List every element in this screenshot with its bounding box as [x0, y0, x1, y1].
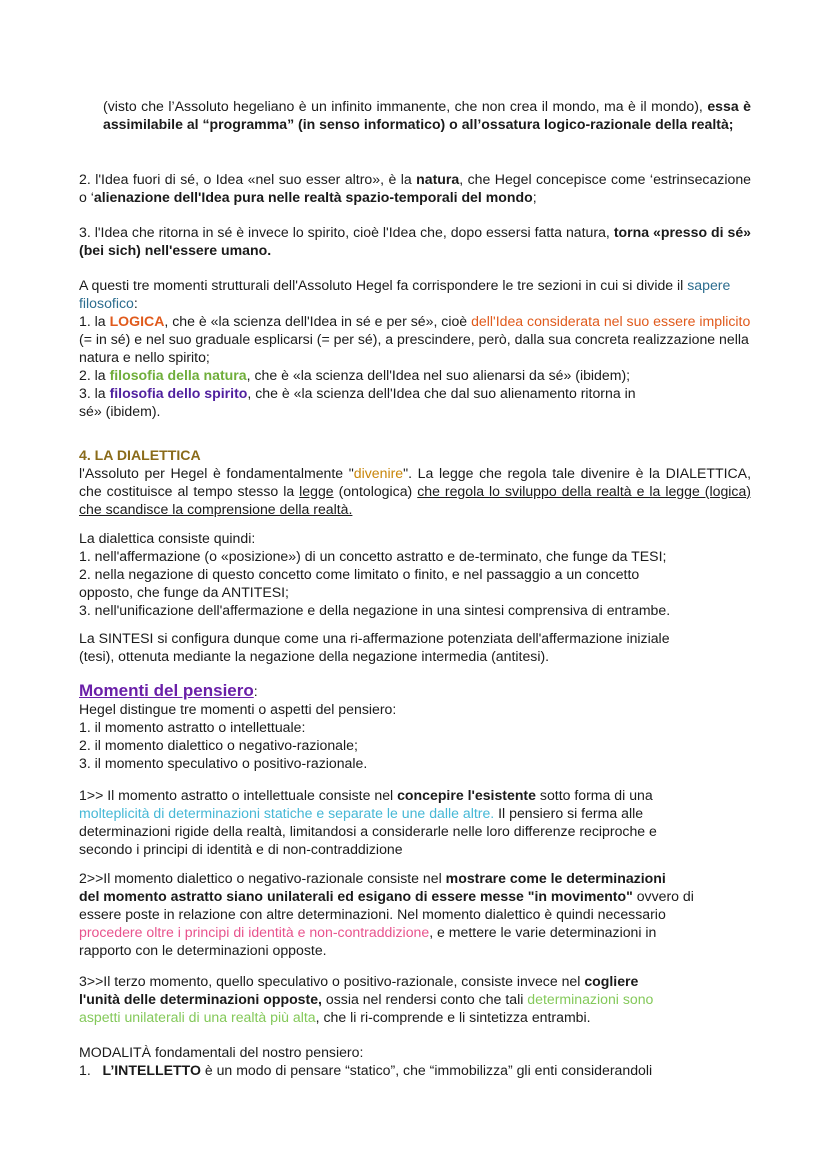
text: rapporto con le determinazioni opposte.: [79, 942, 327, 958]
text: La dialettica consiste quindi:: [79, 530, 256, 546]
paragraph-modalita: [79, 1043, 751, 1079]
colored-text: determinazioni sono: [527, 991, 654, 1007]
colored-text: aspetti unilaterali di una realtà più alta: [79, 1009, 316, 1025]
colored-text: procedere oltre i principi di identità e non-contraddizione: [79, 924, 430, 940]
line: [79, 869, 751, 887]
paragraph-natura: [79, 170, 751, 206]
text: sotto forma di una: [539, 787, 653, 803]
paragraph-sintesi: [79, 629, 751, 665]
bold-text: del momento astratto siano unilaterali ed esigano di essere messe "in movimento": [79, 888, 633, 904]
text: ". La legge che regola tale divenire è la DIALETTICA, che costituisce al tempo stesso la: [79, 465, 751, 499]
bold-text: l'unità delle determinazioni opposte,: [79, 991, 322, 1007]
filosofia-natura-term: filosofia della natura: [109, 367, 247, 383]
logica-term: LOGICA: [109, 313, 165, 329]
list-item: 3. nell'unificazione dell'affermazione e della negazione in una sintesi comprensiva di entrambe.: [79, 602, 671, 618]
text: determinazioni rigide della realtà, limitandosi a considerarle nelle loro differenze reciproche e: [79, 823, 657, 839]
text: (= in sé) e nel suo graduale esplicarsi (= per sé), a prescindere, però, dalla sua concreta realizzazione nella natura e nello spirito;: [79, 331, 749, 365]
text: :: [133, 295, 138, 311]
text: 3>>Il terzo momento, quello speculativo o positivo-razionale, consiste invece nel: [79, 973, 581, 989]
text: Hegel distingue tre momenti o aspetti del pensiero:: [79, 701, 397, 717]
line: [79, 804, 751, 822]
text: , che li ri-comprende e li sintetizza entrambi.: [315, 1009, 591, 1025]
text: 2>>Il momento dialettico o negativo-razionale consiste nel: [79, 870, 442, 886]
underlined-text: legge: [299, 483, 334, 499]
text: 2. la: [79, 367, 106, 383]
line: [79, 887, 751, 905]
text: 3. la: [79, 385, 106, 401]
list-item: 2. il momento dialettico o negativo-razionale;: [79, 737, 358, 753]
paragraph-momento-3: [79, 972, 751, 1026]
text: La SINTESI si configura dunque come una ri-affermazione potenziata dell'affermazione iniziale: [79, 630, 670, 646]
paragraph-consiste: [79, 529, 751, 619]
filosofia-spirito-term: filosofia dello spirito: [109, 385, 248, 401]
text: l'Assoluto per Hegel è fondamentalmente ": [79, 465, 354, 481]
bold-text: natura: [416, 171, 460, 187]
paragraph-sezioni: [79, 276, 751, 420]
line: [79, 990, 751, 1008]
line: [79, 1008, 751, 1026]
text: è un modo di pensare “statico”, che “immobilizza” gli enti considerandoli: [204, 1062, 653, 1078]
bold-text: concepire l'esistente: [397, 787, 536, 803]
list-item: 1. il momento astratto o intellettuale:: [79, 719, 306, 735]
text: opposto, che funge da ANTITESI;: [79, 584, 289, 600]
text: A questi tre momenti strutturali dell'Assoluto Hegel fa corrispondere le tre sezioni in cui si divide il: [79, 277, 684, 293]
text: ovvero di: [636, 888, 694, 904]
text: , che Hegel concepisce come ‘estrinsecazione o ‘: [79, 171, 751, 205]
section-heading: Momenti del pensiero: [79, 681, 254, 700]
text: , che è «la scienza dell'Idea nel suo alienarsi da sé» (ibidem);: [246, 367, 631, 383]
text: Il pensiero si ferma alle: [498, 805, 644, 821]
list-number: 1.: [79, 1062, 91, 1078]
momenti-heading-line: [79, 682, 751, 700]
paragraph-assoluto: [103, 97, 751, 133]
text: (visto che l’Assoluto hegeliano è un infinito immanente, che non crea il mondo, ma è il mondo),: [103, 98, 703, 114]
paragraph-spirito: [79, 223, 751, 259]
text: sé» (ibidem).: [79, 403, 161, 419]
text: (tesi), ottenuta mediante la negazione della negazione intermedia (antitesi).: [79, 648, 550, 664]
bold-text: L’INTELLETTO: [102, 1062, 201, 1078]
colored-text: divenire: [353, 465, 404, 481]
text: essere poste in relazione con altre determinazioni. Nel momento dialettico è quindi necessario: [79, 906, 666, 922]
line: [79, 923, 751, 941]
text: , che è «la scienza dell'Idea in sé e per sé», cioè: [164, 313, 468, 329]
text: MODALITÀ fondamentali del nostro pensiero:: [79, 1044, 364, 1060]
bold-text: torna «presso di sé» (bei sich) nell'essere umano.: [79, 224, 751, 258]
bold-text: mostrare come le determinazioni: [445, 870, 666, 886]
section-dialettica: [79, 446, 751, 518]
text: 3. l'Idea che ritorna in sé è invece lo spirito, cioè l'Idea che, dopo essersi fatta natura,: [79, 224, 610, 240]
colored-text: molteplicità di determinazioni statiche e separate le une dalle altre.: [79, 805, 495, 821]
text: 2. l'Idea fuori di sé, o Idea «nel suo esser altro», è la: [79, 171, 412, 187]
line: [79, 786, 751, 804]
text: 1>> Il momento astratto o intellettuale consiste nel: [79, 787, 394, 803]
text: ossia nel rendersi conto che tali: [325, 991, 524, 1007]
list-item: 2. nella negazione di questo concetto come limitato o finito, e nel passaggio a un concetto: [79, 566, 640, 582]
text: , che è «la scienza dell'Idea che dal suo alienamento ritorna in: [247, 385, 636, 401]
underlined-text: che regola lo sviluppo della realtà e la legge (logica) che scandisce la comprensione della realtà.: [79, 483, 751, 517]
list-item: [79, 1061, 751, 1079]
text: secondo i principi di identità e di non-contraddizione: [79, 841, 403, 857]
list-item: 1. nell'affermazione (o «posizione») di un concetto astratto e de-terminato, che funge da TESI;: [79, 548, 667, 564]
text: , e mettere le varie determinazioni in: [429, 924, 657, 940]
colored-text: sapere filosofico: [79, 277, 731, 311]
list-item: 3. il momento speculativo o positivo-razionale.: [79, 755, 368, 771]
text: 1. la: [79, 313, 106, 329]
text: (ontologica): [338, 483, 413, 499]
text: :: [253, 683, 258, 699]
section-momenti: [79, 682, 751, 772]
line: [79, 972, 751, 990]
colored-text: dell'Idea considerata nel suo essere implicito: [471, 313, 751, 329]
section-heading: 4. LA DIALETTICA: [79, 447, 201, 463]
bold-text: cogliere: [584, 973, 639, 989]
bold-text: essa è assimilabile al “programma” (in senso informatico) o all’ossatura logico-razionale della realtà;: [103, 98, 752, 132]
text: ;: [532, 189, 537, 205]
paragraph-momento-2: [79, 869, 751, 959]
bold-text: alienazione dell'Idea pura nelle realtà spazio-temporali del mondo: [93, 189, 533, 205]
paragraph-momento-1: [79, 786, 751, 858]
